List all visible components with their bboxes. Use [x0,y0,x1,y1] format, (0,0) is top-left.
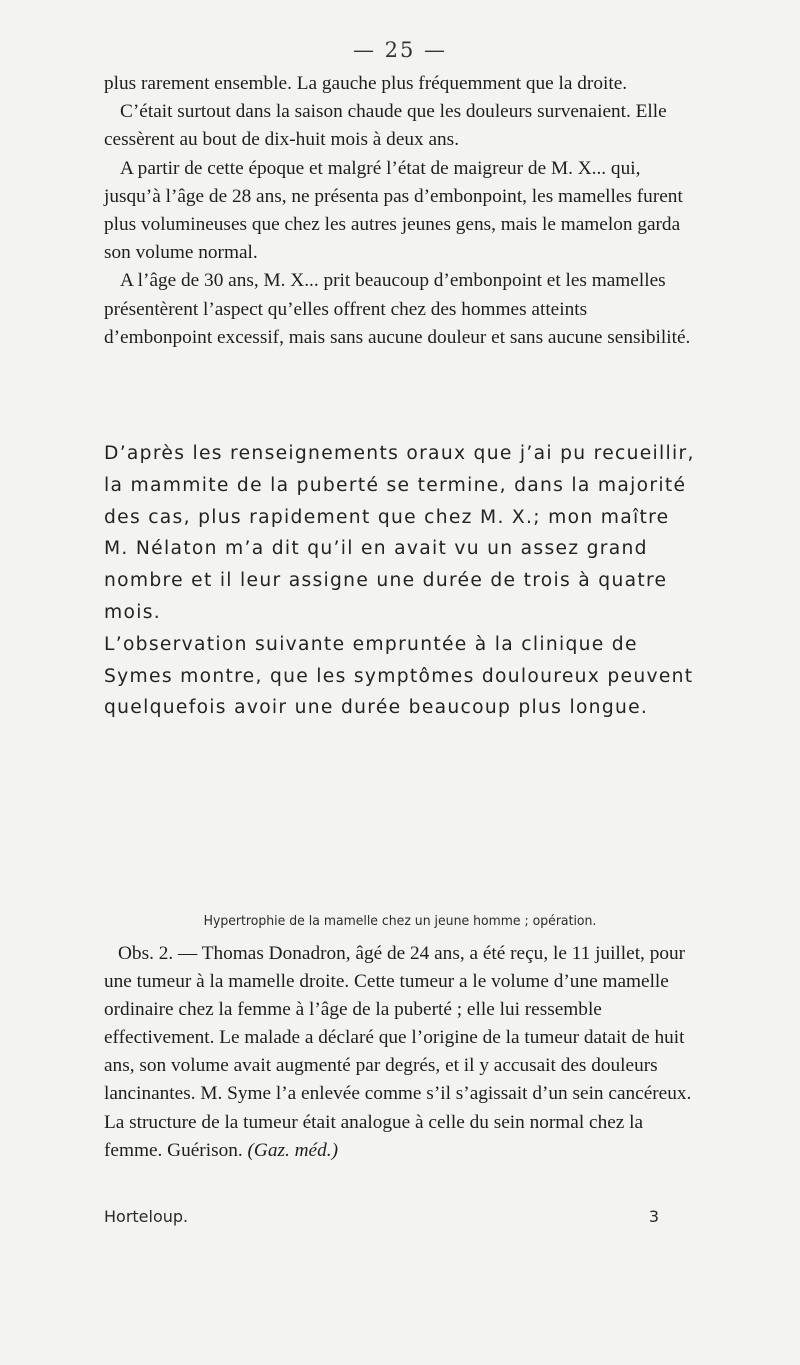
observation-source: (Gaz. méd.) [247,1139,338,1161]
commentary-paragraph-2: L’observation suivante empruntée à la clinique de Symes montre, que les symptômes douloureux peuvent quelquefois avoir une durée beaucoup plus longue. [104,633,694,719]
intro-paragraph-1: plus rarement ensemble. La gauche plus fréquemment que la droite. [104,73,628,94]
commentary-paragraph-1: D’après les renseignements oraux que j’ai pu recueillir, la mammite de la puberté se termine, dans la majorité des cas, plus rapidement que chez M. X.; mon maître M. Nélaton m’a dit qu’il en avait vu un assez grand nombre et il leur assigne une durée de trois à quatre mois. [104,443,695,623]
intro-paragraph-4: A l’âge de 30 ans, M. X... prit beaucoup d’embonpoint et les mamelles présentèrent l’aspect qu’elles offrent chez des hommes atteints d’embonpoint excessif, mais sans aucune douleur et sans aucune sensibilité. [104,270,691,348]
intro-paragraph-2: C’était surtout dans la saison chaude que les douleurs survenaient. Elle cessèrent au bout de dix-huit mois à deux ans. [104,101,667,151]
intro-paragraph-3: A partir de cette époque et malgré l’état de maigreur de M. X... qui, jusqu’à l’âge de 28 ans, ne présenta pas d’embonpoint, les mamelles furent plus volumineuses que chez les autres jeunes gens, mais le mamelon garda son volume normal. [104,157,683,264]
commentary-section [104,438,700,724]
footer-author: Horteloup. [104,1207,189,1226]
observation-paragraph [104,940,700,1165]
observation-heading: Hypertrophie de la mamelle chez un jeune homme ; opération. [203,914,597,929]
signature-mark: 3 [648,1207,659,1226]
observation-text: Obs. 2. — Thomas Donadron, âgé de 24 ans, a été reçu, le 11 juillet, pour une tumeur à la mamelle droite. Cette tumeur a le volume d’une mamelle ordinaire chez la femme à l’âge de la puberté ; elle lui ressemble effectivement. Le malade a déclaré que l’origine de la tumeur datait de huit ans, son volume avait augmenté par degrés, et il y accusait des douleurs lancinantes. M. Syme l’a enlevée comme s’il s’agissait d’un sein cancéreux. La structure de la tumeur était analogue à celle du sein normal chez la femme. Guérison. [104,943,692,1161]
observation-section [104,940,700,1165]
intro-section [104,70,700,352]
page-number: — 25 — [352,38,448,62]
